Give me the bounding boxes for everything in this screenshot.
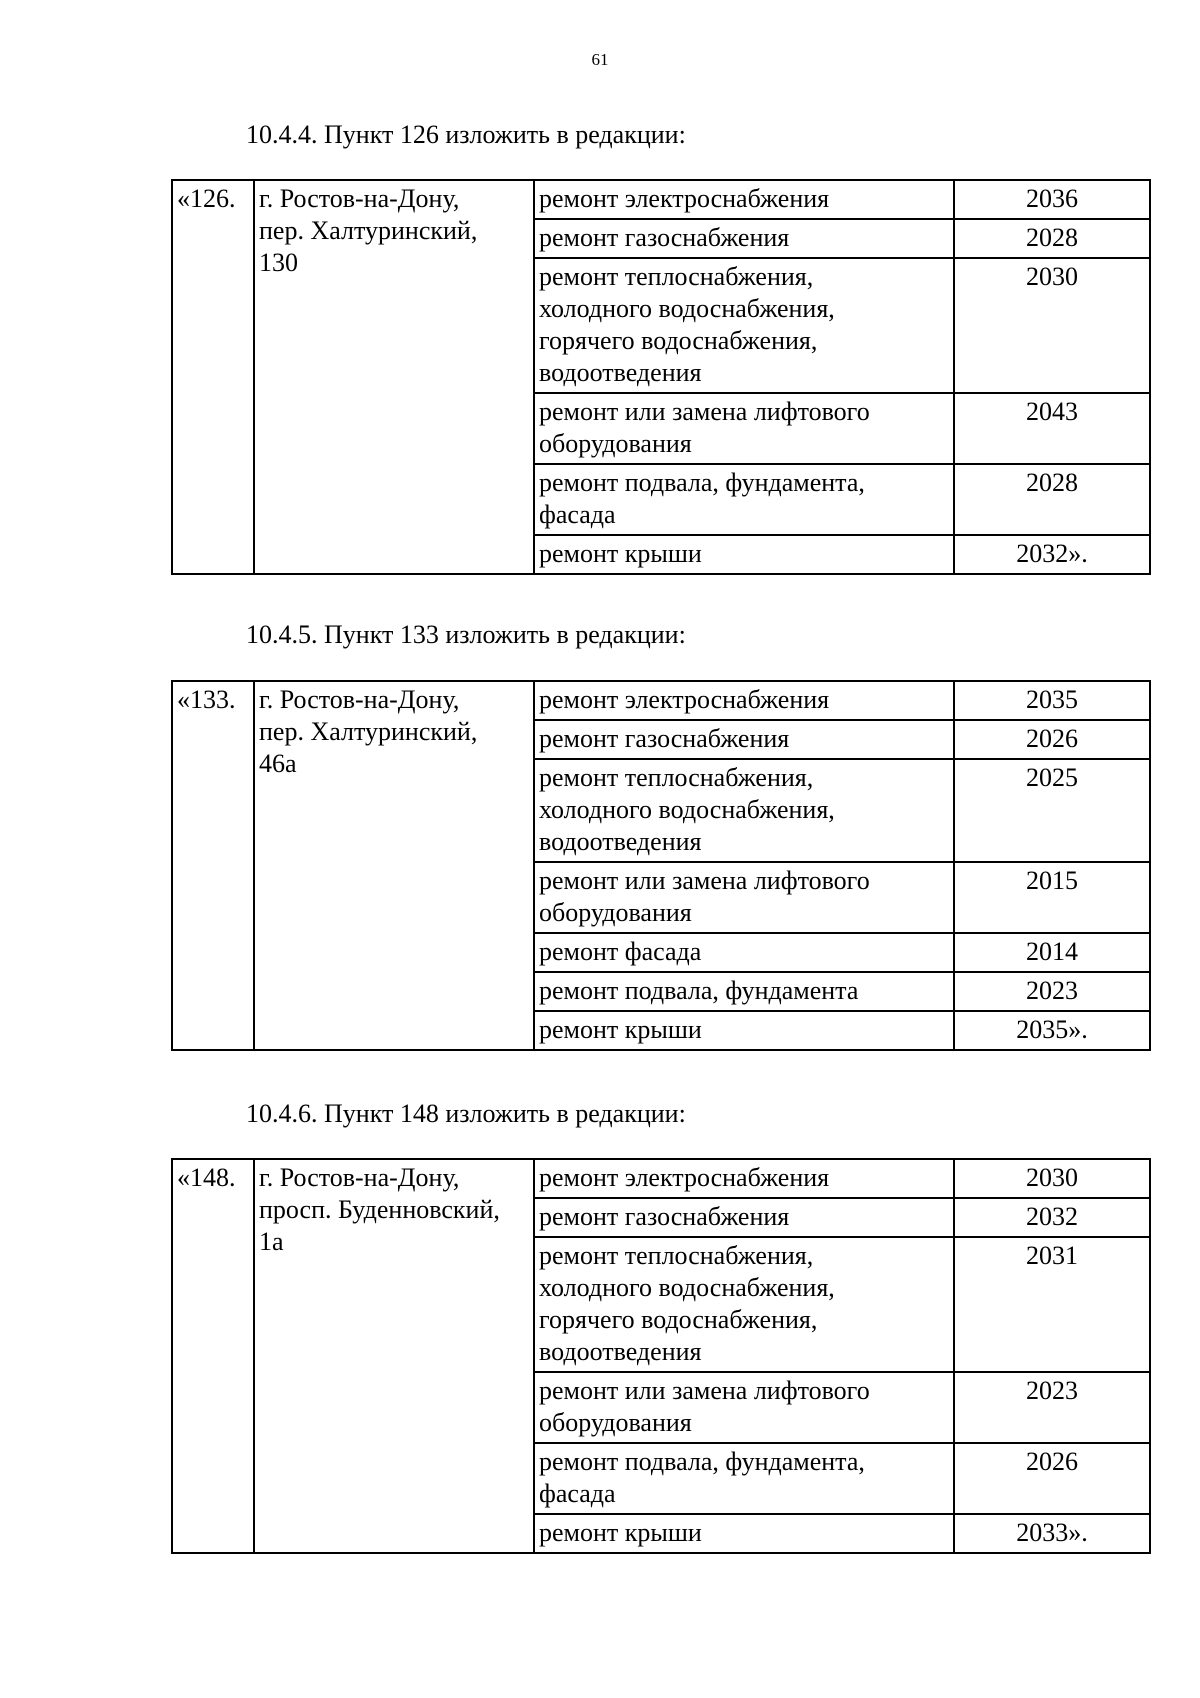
address-line: пер. Халтуринский, [259,717,478,746]
address-line: г. Ростов-на-Дону, [259,1163,460,1192]
work-line: холодного водоснабжения, [539,795,835,824]
table-row [172,681,1150,720]
year-cell: 2030 [954,258,1150,393]
work-cell [534,759,954,862]
work-line: фасада [539,1479,616,1508]
work-line: фасада [539,500,616,529]
work-line: холодного водоснабжения, [539,1273,835,1302]
year-cell: 2028 [954,219,1150,258]
work-cell [534,535,954,574]
amendment-table [171,179,1151,575]
year-cell: 2023 [954,972,1150,1011]
item-number: «126. [172,180,254,574]
work-line: водоотведения [539,358,702,387]
work-line: ремонт крыши [539,1518,702,1547]
section-heading: 10.4.4. Пункт 126 изложить в редакции: [246,120,686,149]
work-line: ремонт крыши [539,1015,702,1044]
work-line: ремонт газоснабжения [539,724,790,753]
work-cell [534,258,954,393]
work-cell [534,1443,954,1514]
year-cell: 2023 [954,1372,1150,1443]
address-line: 1а [259,1227,284,1256]
page-number: 61 [591,50,609,69]
year-cell: 2032». [954,535,1150,574]
year-cell: 2025 [954,759,1150,862]
work-cell [534,972,954,1011]
address-line: просп. Буденновский, [259,1195,500,1224]
year-cell: 2043 [954,393,1150,464]
work-line: ремонт или замена лифтового [539,866,870,895]
work-line: горячего водоснабжения, [539,1305,818,1334]
address-cell [254,1159,534,1553]
amendment-table [171,680,1151,1051]
work-line: ремонт электроснабжения [539,1163,830,1192]
work-cell [534,393,954,464]
work-cell [534,219,954,258]
amendment-table [171,1158,1151,1554]
year-cell: 2035». [954,1011,1150,1050]
year-cell: 2026 [954,720,1150,759]
address-line: 46а [259,749,297,778]
work-cell [534,862,954,933]
year-cell: 2015 [954,862,1150,933]
year-cell: 2035 [954,681,1150,720]
address-cell [254,180,534,574]
work-cell [534,1198,954,1237]
address-line: 130 [259,248,298,277]
section-heading: 10.4.5. Пункт 133 изложить в редакции: [246,620,686,649]
table-row [172,1159,1150,1198]
address-line: г. Ростов-на-Дону, [259,184,460,213]
work-line: ремонт теплоснабжения, [539,1241,814,1270]
item-number: «148. [172,1159,254,1553]
work-cell [534,720,954,759]
work-line: оборудования [539,1408,692,1437]
year-cell: 2026 [954,1443,1150,1514]
work-line: водоотведения [539,827,702,856]
table-row [172,180,1150,219]
work-line: ремонт теплоснабжения, [539,262,814,291]
year-cell: 2028 [954,464,1150,535]
address-line: пер. Халтуринский, [259,216,478,245]
work-cell [534,681,954,720]
address-line: г. Ростов-на-Дону, [259,685,460,714]
work-line: ремонт подвала, фундамента [539,976,859,1005]
work-cell [534,1159,954,1198]
work-line: ремонт крыши [539,539,702,568]
work-line: ремонт фасада [539,937,702,966]
year-cell: 2030 [954,1159,1150,1198]
year-cell: 2032 [954,1198,1150,1237]
work-cell [534,933,954,972]
work-cell [534,1514,954,1553]
work-line: водоотведения [539,1337,702,1366]
work-line: оборудования [539,429,692,458]
item-number: «133. [172,681,254,1050]
work-line: ремонт электроснабжения [539,685,830,714]
section-heading: 10.4.6. Пункт 148 изложить в редакции: [246,1099,686,1128]
work-line: ремонт или замена лифтового [539,397,870,426]
work-line: ремонт теплоснабжения, [539,763,814,792]
work-cell [534,1011,954,1050]
year-cell: 2014 [954,933,1150,972]
work-line: оборудования [539,898,692,927]
year-cell: 2033». [954,1514,1150,1553]
address-cell [254,681,534,1050]
work-line: ремонт или замена лифтового [539,1376,870,1405]
work-line: ремонт электроснабжения [539,184,830,213]
work-line: ремонт газоснабжения [539,223,790,252]
work-line: горячего водоснабжения, [539,326,818,355]
work-cell [534,464,954,535]
work-cell [534,180,954,219]
work-line: ремонт подвала, фундамента, [539,1447,865,1476]
work-line: ремонт подвала, фундамента, [539,468,865,497]
work-line: ремонт газоснабжения [539,1202,790,1231]
work-cell [534,1372,954,1443]
work-cell [534,1237,954,1372]
work-line: холодного водоснабжения, [539,294,835,323]
year-cell: 2036 [954,180,1150,219]
year-cell: 2031 [954,1237,1150,1372]
